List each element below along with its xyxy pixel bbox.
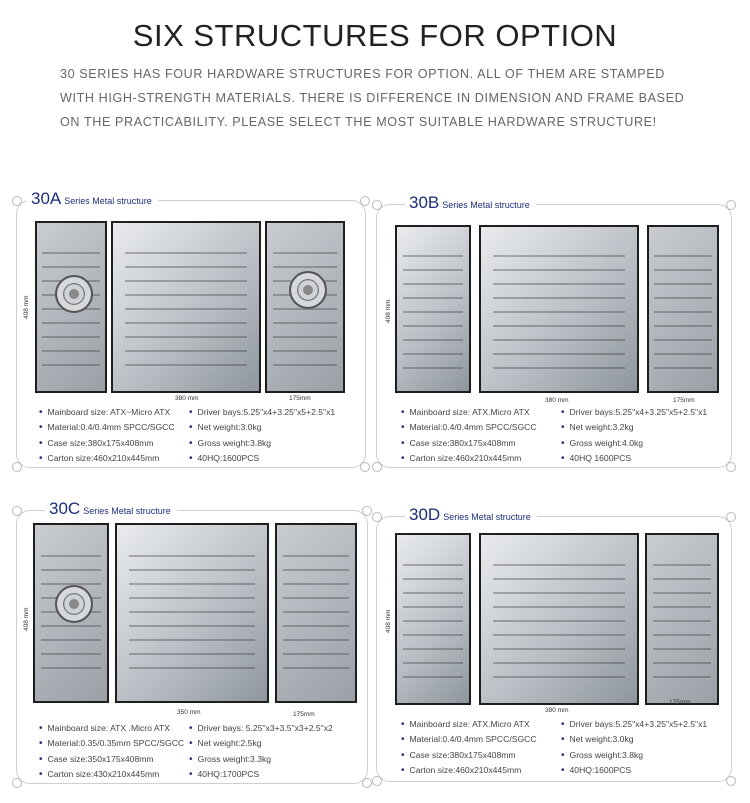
panel-30d xyxy=(376,505,732,782)
depth-dimension: 175mm xyxy=(289,395,311,402)
spec-item: • Carton size:460x210x445mm xyxy=(401,451,537,466)
spec-item: • Driver bays:5.25"x4+3.25"x5+2.5"x1 xyxy=(561,717,707,732)
width-dimension: 350 mm xyxy=(177,709,201,716)
spec-item: • 40HQ:1700PCS xyxy=(189,767,333,782)
width-dimension: 380 mm xyxy=(175,395,199,402)
depth-dimension: 175mm xyxy=(673,397,695,404)
page-title: SIX STRUCTURES FOR OPTION xyxy=(132,18,618,53)
depth-dimension: 175mm xyxy=(293,711,315,718)
intro-text xyxy=(60,62,720,134)
spec-item: • 40HQ 1600PCS xyxy=(561,451,707,466)
spec-item: • Net weight:2.5kg xyxy=(189,736,333,751)
series-subtitle: Series Metal structure xyxy=(83,506,171,516)
spec-item: • Material:0.4/0.4mm SPCC/SGCC xyxy=(401,732,537,747)
spec-list-left xyxy=(401,717,537,778)
series-subtitle: Series Metal structure xyxy=(443,512,531,522)
spec-item: • Case size:380x175x408mm xyxy=(401,436,537,451)
spec-list-left xyxy=(401,405,537,466)
width-dimension: 380 mm xyxy=(545,707,569,714)
spec-item: • Material:0.35/0.35mm SPCC/SGCC xyxy=(39,736,184,751)
spec-item: • Mainboard size: ATX.Micro ATX xyxy=(401,717,537,732)
spec-item: • Driver bays:5.25"x4+3.25"x5+2.5"x1 xyxy=(189,405,335,420)
spec-item: • Material:0.4/0.4mm SPCC/SGCC xyxy=(401,420,537,435)
spec-list-left xyxy=(39,405,175,466)
spec-item: • 40HQ:1600PCS xyxy=(561,763,707,778)
spec-item: • Gross weight:3.3kg xyxy=(189,752,333,767)
spec-item: • Net weight:3.0kg xyxy=(189,420,335,435)
panel-30a xyxy=(16,189,366,468)
spec-item: • Carton size:460x210x445mm xyxy=(39,451,175,466)
chassis-photo xyxy=(395,533,725,705)
chassis-photo xyxy=(395,225,725,393)
panel-title xyxy=(27,189,158,209)
series-code: 30C xyxy=(49,499,81,518)
spec-item: • Case size:380x175x408mm xyxy=(39,436,175,451)
series-code: 30A xyxy=(31,189,62,208)
panel-title xyxy=(405,505,537,525)
spec-item: • Gross weight:3.8kg xyxy=(189,436,335,451)
spec-item: • 40HQ:1600PCS xyxy=(189,451,335,466)
spec-list-right xyxy=(561,717,707,778)
spec-item: • Material:0.4/0.4mm SPCC/SGCC xyxy=(39,420,175,435)
intro-line: 30 SERIES HAS FOUR HARDWARE STRUCTURES FOR OPTION. ALL OF THEM ARE STAMPED xyxy=(60,67,665,81)
spec-item: • Driver bays:5.25"x4+3.25"x5+2.5"x1 xyxy=(561,405,707,420)
panel-30c xyxy=(16,499,368,784)
series-code: 30B xyxy=(409,193,440,212)
panel-title xyxy=(405,193,536,213)
spec-item: • Net weight:3.2kg xyxy=(561,420,707,435)
series-subtitle: Series Metal structure xyxy=(442,200,530,210)
height-dimension: 408 mm xyxy=(23,607,30,631)
depth-dimension: 175mm xyxy=(669,699,691,706)
spec-item: • Gross weight:4.0kg xyxy=(561,436,707,451)
spec-list-right xyxy=(189,405,335,466)
intro-line: WITH HIGH-STRENGTH MATERIALS. THERE IS DIFFERENCE IN DIMENSION AND FRAME BASED xyxy=(60,91,685,105)
series-code: 30D xyxy=(409,505,441,524)
spec-item: • Net weight:3.0kg xyxy=(561,732,707,747)
spec-item: • Carton size:430x210x445mm xyxy=(39,767,184,782)
spec-list-left xyxy=(39,721,184,782)
width-dimension: 380 mm xyxy=(545,397,569,404)
chassis-photo xyxy=(35,221,365,393)
spec-item: • Mainboard size: ATX.Micro ATX xyxy=(401,405,537,420)
panel-30b xyxy=(376,193,732,468)
spec-item: • Mainboard size: ATX~Micro ATX xyxy=(39,405,175,420)
intro-line: ON THE PRACTICABILITY. PLEASE SELECT THE MOST SUITABLE HARDWARE STRUCTURE! xyxy=(60,115,657,129)
spec-item: • Carton size:460x210x445mm xyxy=(401,763,537,778)
spec-item: • Driver bays: 5.25"x3+3.5"x3+2.5"x2 xyxy=(189,721,333,736)
spec-item: • Case size:380x175x408mm xyxy=(401,748,537,763)
spec-list-right xyxy=(561,405,707,466)
spec-item: • Case size:350x175x408mm xyxy=(39,752,184,767)
height-dimension: 408 mm xyxy=(23,295,30,319)
chassis-photo xyxy=(33,523,363,703)
spec-list-right xyxy=(189,721,333,782)
series-subtitle: Series Metal structure xyxy=(64,196,152,206)
panel-title xyxy=(45,499,177,519)
spec-item: • Mainboard size: ATX .Micro ATX xyxy=(39,721,184,736)
height-dimension: 408 mm xyxy=(385,609,392,633)
height-dimension: 408 mm xyxy=(385,299,392,323)
spec-item: • Gross weight:3.8kg xyxy=(561,748,707,763)
